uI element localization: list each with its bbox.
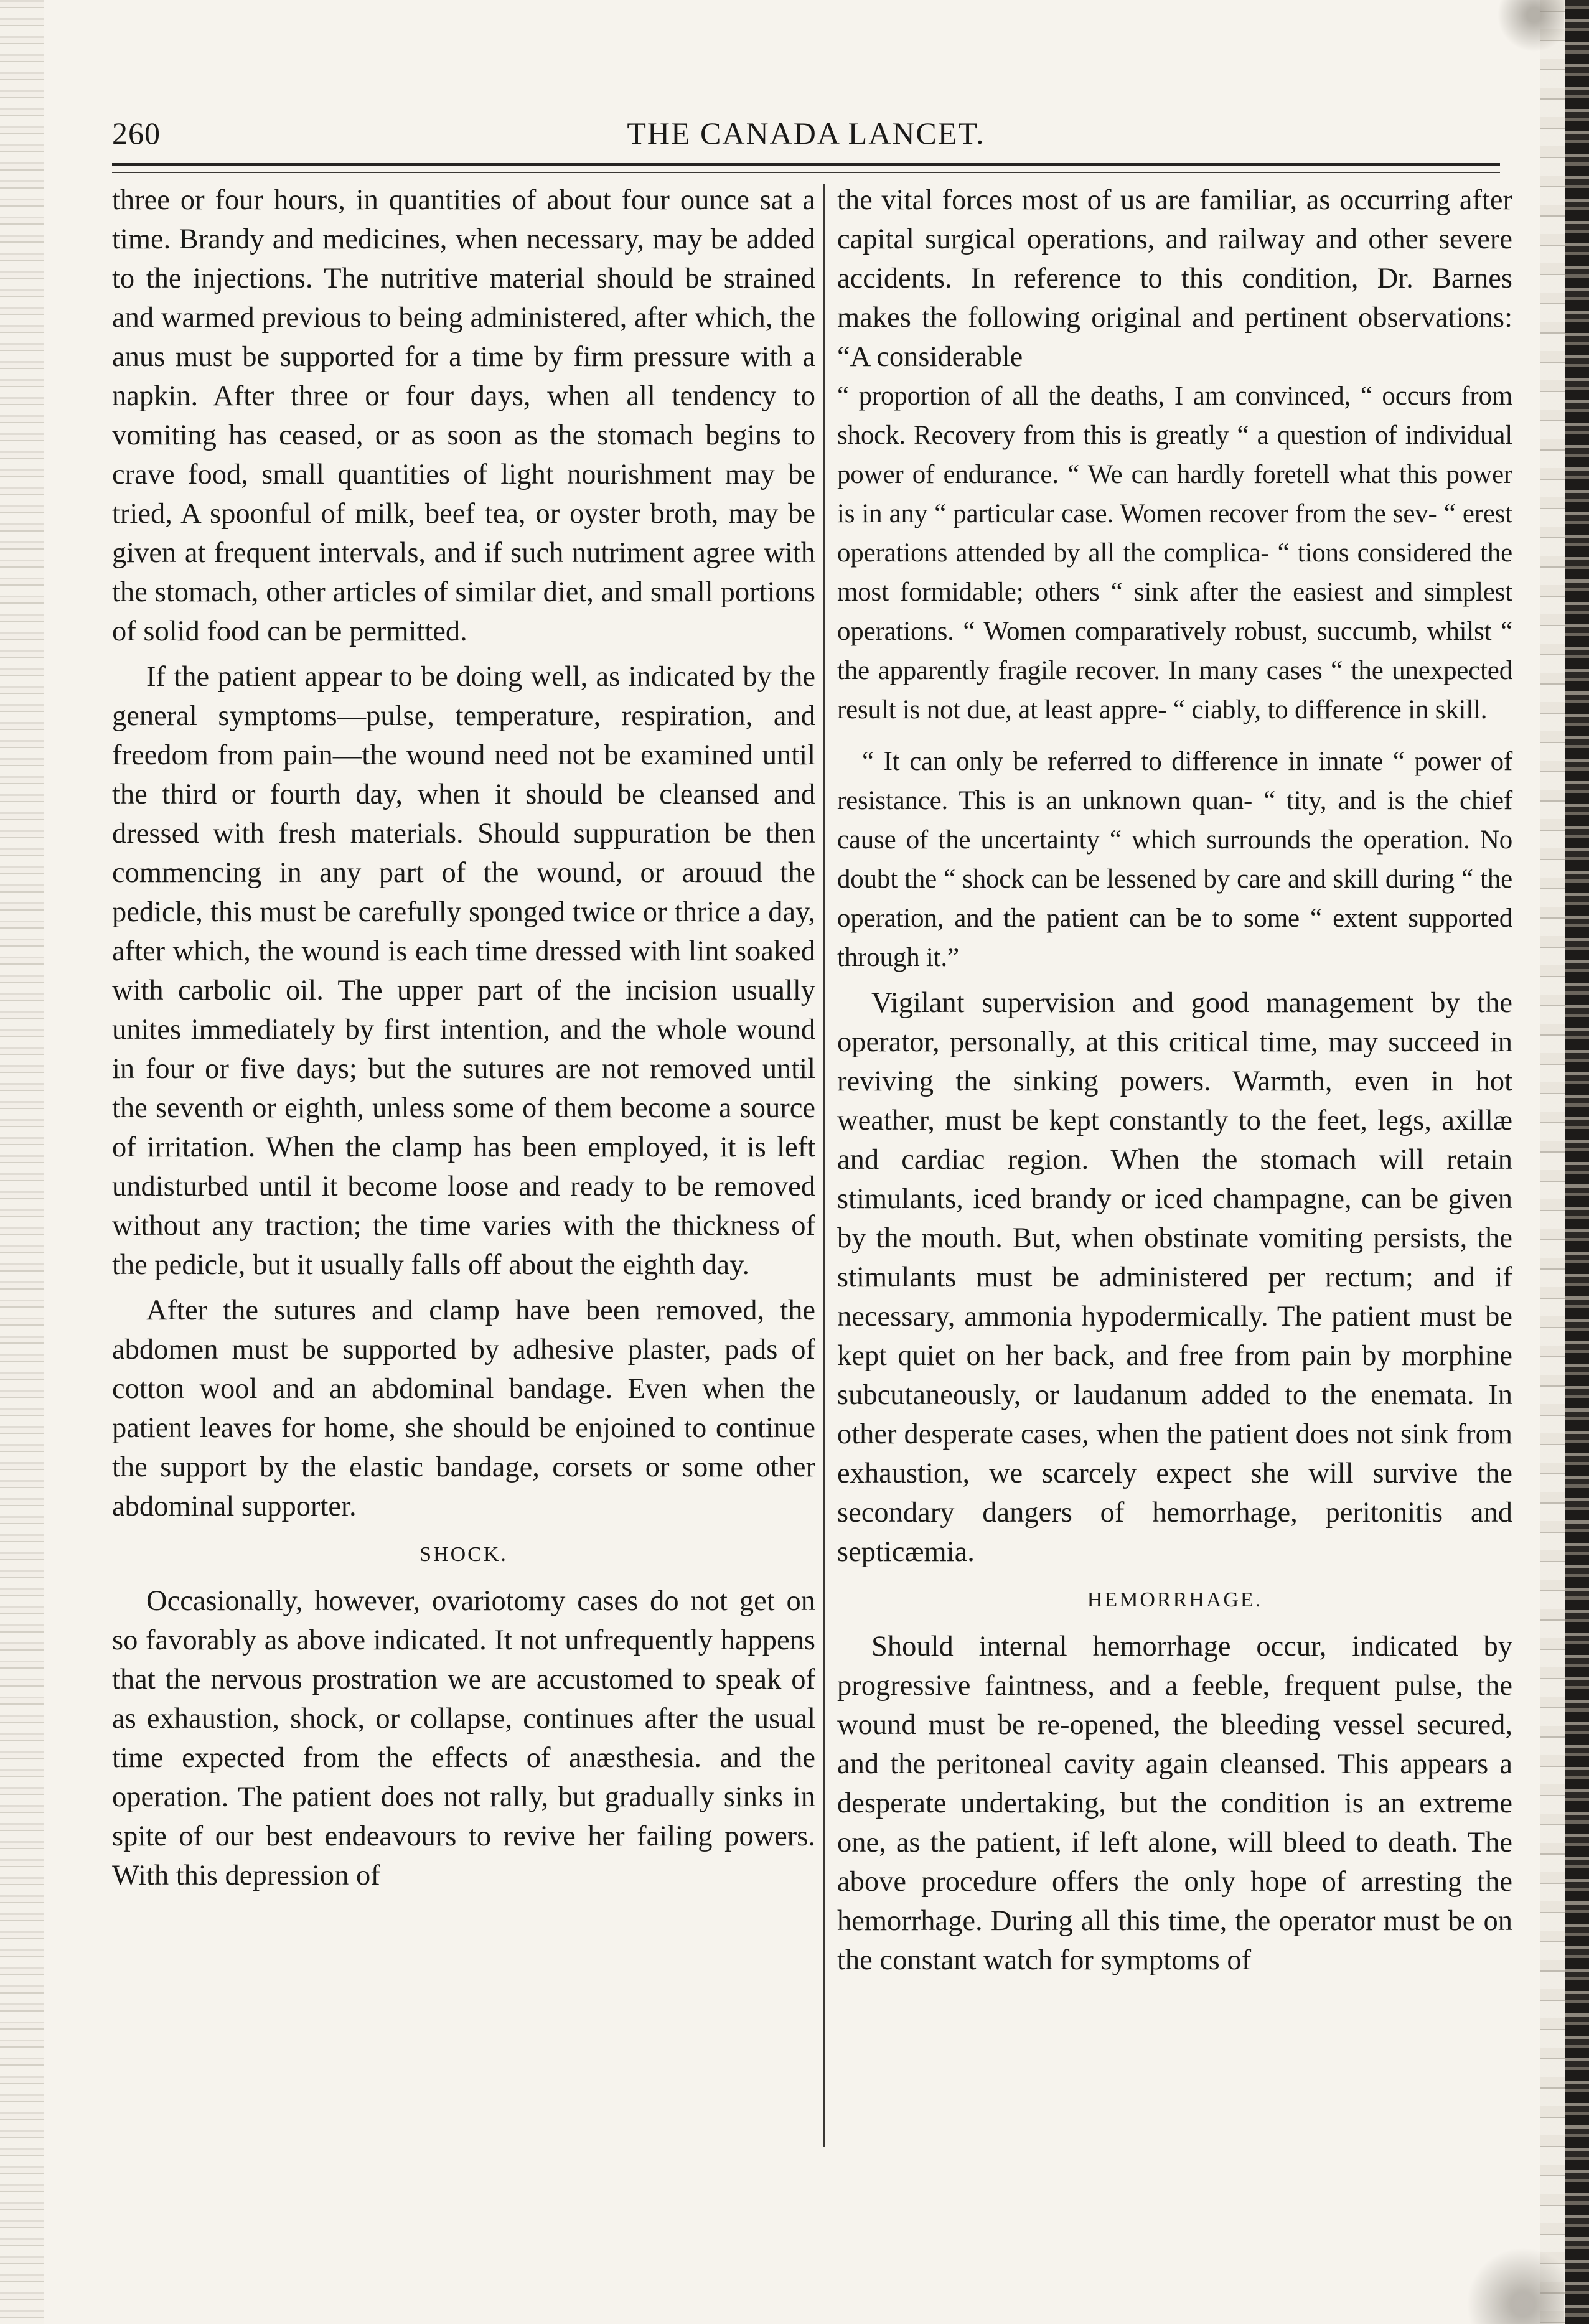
paragraph: After the sutures and clamp have been removed, the abdomen must be supported by adhesive plaster, pads of cotton wool and an abdominal bandage. Even when the patient leaves for home, she should be enjoined to continue the support by the elastic bandage, corsets or some other abdominal supporter.: [112, 1295, 815, 1522]
paragraph: the vital forces most of us are familiar, as occurring after capital surgical operations, and railway and other severe accidents. In reference to this condition, Dr. Barnes makes the following original and pertinent observations: “A considerable: [837, 184, 1512, 373]
journal-title: THE CANADA LANCET.: [627, 116, 985, 151]
paragraph: Should internal hemorrhage occur, indicated by progressive faintness, and a feeble, frequent pulse, the wound must be re-opened, the bleeding vessel secured, and the peritoneal cavity again cleansed. This appears a desperate undertaking, but the condition is an extreme one, as the patient, if left alone, will bleed to death. The above procedure offers the only hope of arresting the hemorrhage. During all this time, the operator must be on the constant watch for symptoms of: [837, 1631, 1512, 1976]
page-stain-top-right: [1465, 0, 1564, 75]
paragraph: three or four hours, in quantities of about four ounce sat a time. Brandy and medicines, when necessary, may be added to the injections. The nutritive material should be strained and warmed previous to being administered, after which, the anus must be supported for a time by firm pressure with a napkin. After three or four days, when all tendency to vomiting has ceased, or as soon as the stomach begins to crave food, small quantities of light nourishment may be tried, A spoonful of milk, beef tea, or oyster broth, may be given at frequent intervals, and if such nutriment agree with the stomach, other articles of similar diet, and small portions of solid food can be permitted.: [112, 184, 815, 647]
quotation: “ proportion of all the deaths, I am convinced, “ occurs from shock. Recovery from this is greatly “ a question of individual power of endurance. “ We can hardly foretell what this power is in any “ particular case. Women recover from the sev- “ erest operations attended by all the complica- “ tions considered the most formidable; others “ sink after the easiest and simplest operations. “ Women comparatively robust, succumb, whilst “ the apparently fragile recover. In many cases “ the unexpected result is not due, at least appre- “ ciably, to difference in skill.: [837, 382, 1512, 724]
page-number: 260: [112, 116, 161, 151]
page-edge-right: [1565, 0, 1589, 2324]
paragraph: Occasionally, however, ovariotomy cases do not get on so favorably as above indicated. It not unfrequently happens that the nervous prostration we are accustomed to speak of as exhaustion, shock, or collapse, continues after the usual time expected from the effects of anæsthesia. and the operation. The patient does not rally, but gradually sinks in spite of our best endeavours to revive her failing powers. With this depression of: [112, 1585, 815, 1891]
page-edge-right-shadow: [1540, 0, 1565, 2324]
page-edge-left: [0, 0, 44, 2324]
section-heading-hemorrhage: HEMORRHAGE.: [1087, 1588, 1263, 1611]
header-rule-thin: [112, 172, 1500, 173]
paragraph: If the patient appear to be doing well, as indicated by the general symptoms—pulse, temperature, respiration, and freedom from pain—the wound need not be examined until the third or fourth day, when it should be cleansed and dressed with fresh materials. Should suppuration be then commencing in any part of the wound, or arouud the pedicle, this must be carefully sponged twice or thrice a day, after which, the wound is each time dressed with lint soaked with carbolic oil. The upper part of the incision usually unites immediately by first intention, and the whole wound in four or five days; but the sutures are not removed until the seventh or eighth, unless some of them become a source of irritation. When the clamp has been employed, it is left undisturbed until it become loose and ready to be removed without any traction; the time varies with the thickness of the pedicle, but it usually falls off about the eighth day.: [112, 661, 815, 1281]
page-stain-bottom-right: [1427, 2224, 1564, 2324]
header-rule-thick: [112, 163, 1500, 166]
paragraph: Vigilant supervision and good management by the operator, personally, at this critical time, may succeed in reviving the sinking powers. Warmth, even in hot weather, must be kept constantly to the feet, legs, axillæ and cardiac region. When the stomach will retain stimulants, iced brandy or iced champagne, can be given by the mouth. But, when obstinate vomiting persists, the stimulants must be administered per rectum; and if necessary, ammonia hypodermically. The patient must be kept quiet on her back, and free from pain by morphine subcutaneously, or laudanum added to the enemata. In other desperate cases, when the patient does not sink from exhaustion, we scarcely expect she will survive the secondary dangers of hemorrhage, peritonitis and septicæmia.: [837, 987, 1512, 1568]
column-divider: [823, 184, 825, 2147]
running-header: [112, 115, 1500, 159]
left-column: [112, 180, 815, 1895]
right-column: [837, 180, 1512, 1980]
section-heading-shock: SHOCK.: [420, 1543, 508, 1566]
quotation: “ It can only be referred to difference in innate “ power of resistance. This is an unknown quan- “ tity, and is the chief cause of the uncertainty “ which surrounds the operation. No doubt the “ shock can be lessened by care and skill during “ the operation, and the patient can be to some “ extent supported through it.”: [837, 747, 1512, 972]
